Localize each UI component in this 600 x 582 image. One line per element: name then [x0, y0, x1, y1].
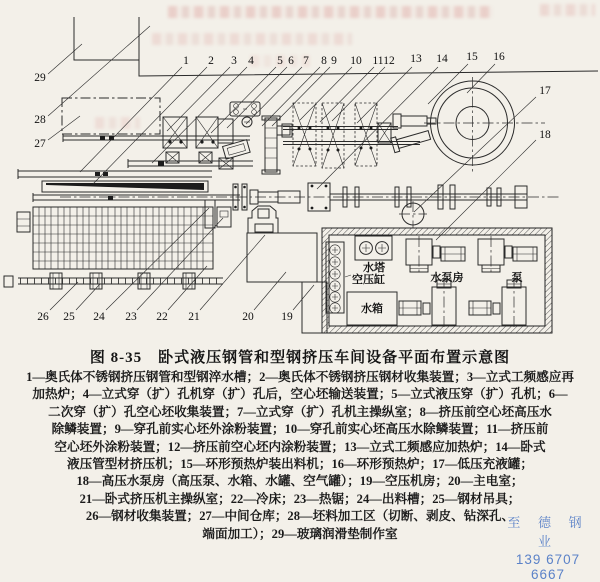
- pump-unit: [478, 236, 537, 275]
- press-control-cab: [248, 206, 278, 233]
- watermark-phone: 139 6707 6667: [515, 552, 581, 582]
- callout-5: 5: [277, 55, 283, 67]
- intermediate-warehouse-27: [62, 98, 160, 134]
- ring-furnace-loader: [391, 114, 436, 153]
- legend-line: 端面加工）；29—玻璃润滑垫制作室: [202, 526, 398, 541]
- callout-1: 1: [183, 55, 189, 67]
- callout-4: 4: [248, 55, 254, 67]
- callout-14: 14: [436, 53, 448, 65]
- callout-7: 7: [303, 55, 309, 67]
- cooling-bed: [17, 207, 213, 269]
- feed-rail-upper: [63, 134, 250, 142]
- hot-saw: [217, 207, 231, 227]
- water-tower: [355, 236, 392, 260]
- callout-27: 27: [34, 138, 46, 150]
- legend-line: 18—高压水泵房（高压泵、水箱、水罐、空气罐）；19—空压机房；20—主电室；: [76, 474, 524, 489]
- low-pressure-tank: [399, 201, 427, 228]
- callout-2: 2: [208, 55, 214, 67]
- callout-23: 23: [125, 311, 137, 323]
- callout-18: 18: [539, 129, 551, 141]
- callout-8: 8: [321, 55, 327, 67]
- label-pump-house: 水泵房: [430, 272, 464, 284]
- label-water-tank: 水箱: [361, 303, 383, 315]
- legend-line: 空心坯外涂粉装置；12—挤压前空心坯内涂粉装置；13—立式工频感应加热炉；14—卧式: [54, 439, 546, 454]
- callout-10: 10: [350, 55, 362, 67]
- watermark-company: 至 德 钢 业: [507, 515, 589, 549]
- descaler-coater-group: [282, 103, 420, 168]
- callout-29: 29: [34, 72, 46, 84]
- pump-unit: [469, 277, 526, 328]
- legend-line: 除鳞装置；9—穿孔前实心坯外涂粉装置；10—穿孔前实心坯高压水除鳞装置；11—挤压前: [51, 422, 549, 437]
- callout-28: 28: [34, 114, 46, 126]
- callout-3: 3: [231, 55, 237, 67]
- pump-house: [322, 228, 552, 333]
- callout-17: 17: [539, 85, 551, 97]
- callout-26: 26: [37, 311, 49, 323]
- outfeed-conveyor: [4, 273, 223, 289]
- callout-9: 9: [331, 55, 337, 67]
- callout-19: 19: [281, 311, 293, 323]
- main-electric-room: [247, 233, 317, 282]
- callout-11: 11: [372, 55, 384, 67]
- callout-12: 12: [383, 55, 395, 67]
- hollow-billet-conveyor: [128, 158, 253, 169]
- callout-21: 21: [188, 311, 200, 323]
- legend-line: 21—卧式挤压机主操纵室；22—冷床；23—热锯；24—出料槽；25—钢材吊具；: [79, 491, 521, 506]
- callout-20: 20: [242, 311, 254, 323]
- quench-trough-and-collector: [18, 169, 212, 192]
- callout-13: 13: [410, 53, 422, 65]
- pump-unit: [399, 277, 456, 328]
- callout-22: 22: [156, 311, 168, 323]
- label-air-cylinders: 空压缸: [352, 274, 385, 286]
- legend-line: 加热炉；4—立式穿（扩）孔机穿（扩）孔后，空心坯输送装置；5—立式液压穿（扩）孔机；6—: [32, 387, 568, 402]
- label-water-tower: 水塔: [363, 262, 385, 274]
- callout-16: 16: [493, 51, 505, 63]
- pump-unit: [406, 236, 465, 275]
- legend-line: 二次穿（扩）孔空心坯收集装置；7—立式穿（扩）孔机主操纵室；8—挤压前空心坯高压水: [48, 404, 552, 419]
- legend-line: 1—奥氏体不锈钢挤压钢管和型钢淬水槽；2—奥氏体不锈钢挤压钢材收集装置；3—立式工频感应再: [26, 370, 574, 384]
- watermark: [498, 512, 598, 582]
- callout-25: 25: [63, 311, 75, 323]
- ring-preheating-furnace: [424, 77, 545, 174]
- callout-6: 6: [288, 55, 294, 67]
- figure-caption: 图 8-35 卧式液压钢管和型钢挤压车间设备平面布置示意图: [89, 350, 511, 366]
- callout-15: 15: [466, 51, 478, 63]
- legend-line: 液压管型材挤压机；15—环形预热炉装出料机；16—环形预热炉；17—低压充液罐；: [67, 457, 533, 472]
- legend-line: 26—钢材收集装置；27—中间仓库；28—坯料加工区（切断、剥皮、钻深孔、: [85, 509, 515, 524]
- callout-24: 24: [93, 311, 105, 323]
- building-walls: [74, 17, 598, 76]
- label-pump: 泵: [511, 272, 523, 284]
